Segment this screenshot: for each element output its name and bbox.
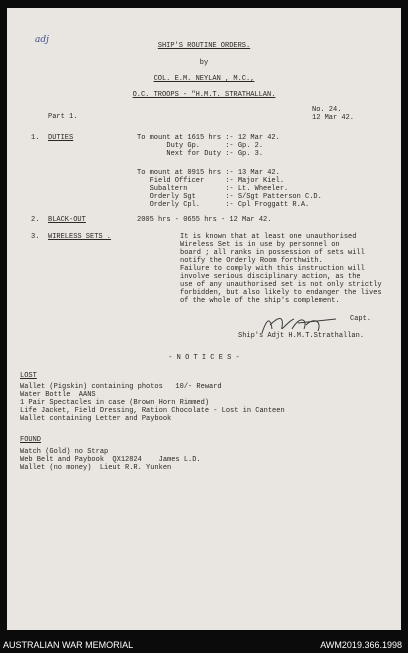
- found-item: Web Belt and Paybook QX12824 James L.D.: [20, 456, 201, 464]
- lost-item: Wallet containing Letter and Paybook: [20, 415, 172, 423]
- duties-line: To mount at 1615 hrs :- 12 Mar 42.: [137, 134, 280, 142]
- footer-accession-number: AWM2019.366.1998: [320, 640, 402, 650]
- document-title: SHIP'S ROUTINE ORDERS.: [157, 42, 251, 50]
- notices-heading: - N O T I C E S -: [168, 354, 240, 362]
- lost-heading: LOST: [20, 372, 37, 380]
- wireless-body-line: Wireless Set is in use by personnel on: [180, 241, 340, 249]
- wireless-body-line: involve serious disciplinary action, as the: [180, 273, 361, 281]
- lost-item: 1 Pair Spectacles in case (Brown Horn Rimmed): [20, 399, 210, 407]
- handwritten-annotation: adj: [35, 35, 49, 45]
- duties-number: 1.: [31, 134, 40, 142]
- wireless-body-line: board ; all ranks in possession of sets will: [180, 249, 365, 257]
- wireless-body-line: of the whole of the ship's complement.: [180, 297, 340, 305]
- duties-line: Field Officer :- Major Kiel.: [137, 177, 285, 185]
- wireless-number: 3.: [31, 233, 40, 241]
- wireless-body-line: use of any unauthorised set is not only strictly: [180, 281, 382, 289]
- found-item: Wallet (no money) Lieut R.R. Yunken: [20, 464, 172, 472]
- commander: COL. E.M. NEYLAN , M.C.,: [153, 75, 255, 83]
- lost-item: Water Bottle AANS: [20, 391, 96, 399]
- lost-item: Wallet (Pigskin) containing photos 10/- Reward: [20, 383, 222, 391]
- wireless-body-line: Failure to comply with this instruction will: [180, 265, 365, 273]
- duties-line: Orderly Sgt :- S/Sgt Patterson C.D.: [137, 193, 322, 201]
- wireless-heading: WIRELESS SETS .: [48, 233, 112, 241]
- lost-item: Life Jacket, Field Dressing, Ration Chocolate - Lost in Canteen: [20, 407, 285, 415]
- duties-line: Duty Gp. :- Gp. 2.: [137, 142, 264, 150]
- duties-line: Orderly Cpl. :- Cpl Froggatt R.A.: [137, 201, 310, 209]
- found-heading: FOUND: [20, 436, 42, 444]
- duties-heading: DUTIES: [48, 134, 74, 142]
- blackout-times: 2005 hrs - 0655 hrs - 12 Mar 42.: [137, 216, 272, 224]
- oc-troops: O.C. TROOPS - "H.M.T. STRATHALLAN.: [132, 91, 276, 99]
- wireless-body-line: It is known that at least one unauthorised: [180, 233, 357, 241]
- signatory-role: Ship's Adjt H.M.T.Strathallan.: [238, 332, 365, 340]
- archive-footer: [0, 630, 408, 653]
- found-item: Watch (Gold) no Strap: [20, 448, 109, 456]
- duties-line: To mount at 0915 hrs :- 13 Mar 42.: [137, 169, 280, 177]
- order-date: 12 Mar 42.: [312, 114, 355, 122]
- document-sheet: [7, 8, 401, 630]
- signatory-rank: Capt.: [350, 315, 372, 323]
- wireless-body-line: forbidden, but also likely to endanger the lives: [180, 289, 382, 297]
- duties-line: Next for Duty :- Gp. 3.: [137, 150, 264, 158]
- blackout-number: 2.: [31, 216, 40, 224]
- footer-institution: AUSTRALIAN WAR MEMORIAL: [3, 640, 134, 650]
- byline: by: [199, 59, 209, 67]
- part-label: Part 1.: [48, 113, 78, 121]
- wireless-body-line: notify the Orderly Room forthwith.: [180, 257, 323, 265]
- order-number: No. 24.: [312, 106, 342, 114]
- blackout-heading: BLACK-OUT: [48, 216, 86, 224]
- duties-line: Subaltern :- Lt. Wheeler.: [137, 185, 289, 193]
